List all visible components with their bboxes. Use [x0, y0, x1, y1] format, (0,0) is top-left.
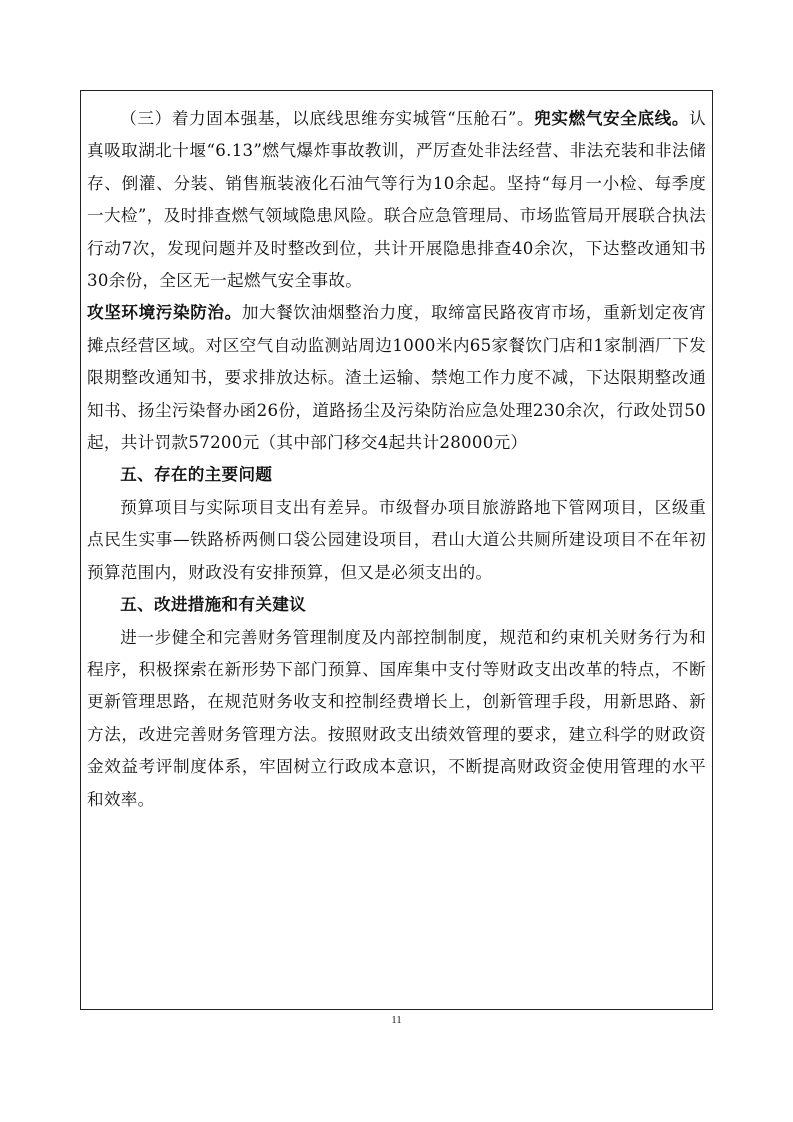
paragraph-pollution [87, 297, 706, 459]
section-intro: （三）着力固本强基，以底线思维夯实城管“压舱石”。 [120, 109, 535, 128]
measures-text: 进一步健全和完善财务管理制度及内部控制制度，规范和约束机关财务行为和程序，积极探索在新形势下部门预算、国库集中支付等财政支出改革的特点，不断更新管理思路，在规范财务收支和控制经费增长上，创新管理手段，用新思路、新方法，改进完善财务管理方法。按照财政支出绩效管理的要求，建立科学的财政资金效益考评制度体系，牢固树立行政成本意识，不断提高财政资金使用管理的水平和效率。 [87, 627, 706, 809]
problems-text: 预算项目与实际项目支出有差异。市级督办项目旅游路地下管网项目，区级重点民生实事—铁路桥两侧口袋公园建设项目，君山大道公共厕所建设项目不在年初预算范围内，财政没有安排预算，但又是必须支出的。 [87, 497, 706, 582]
paragraph-gas-safety [87, 103, 706, 297]
gas-safety-text: 认真吸取湖北十堰“6.13”燃气爆炸事故教训，严厉查处非法经营、非法充装和非法储存、倒灌、分装、销售瓶装液化石油气等行为10余起。坚持“每月一小检、每季度一大检”，及时排查燃气领域隐患风险。联合应急管理局、市场监管局开展联合执法行动7次，发现问题并及时整改到位，共计开展隐患排查40余次，下达整改通知书30余份，全区无一起燃气安全事故。 [87, 109, 706, 291]
document-body [87, 103, 706, 816]
pollution-title: 攻坚环境污染防治。 [87, 303, 242, 323]
pollution-text: 加大餐饮油烟整治力度，取缔富民路夜宵市场，重新划定夜宵摊点经营区域。对区空气自动监测站周边1000米内65家餐饮门店和1家制酒厂下发限期整改通知书，要求排放达标。渣土运输、禁炮工作力度不减，下达限期整改通知书、扬尘污染督办函26份，道路扬尘及污染防治应急处理230余次，行政处罚50起，共计罚款57200元（其中部门移交4起共计28000元） [87, 303, 706, 453]
problems-heading: 五、存在的主要问题 [120, 465, 273, 485]
measures-heading: 五、改进措施和有关建议 [120, 595, 307, 615]
gas-safety-title: 兜实燃气安全底线。 [534, 109, 690, 128]
page-number: 11 [391, 1014, 402, 1026]
